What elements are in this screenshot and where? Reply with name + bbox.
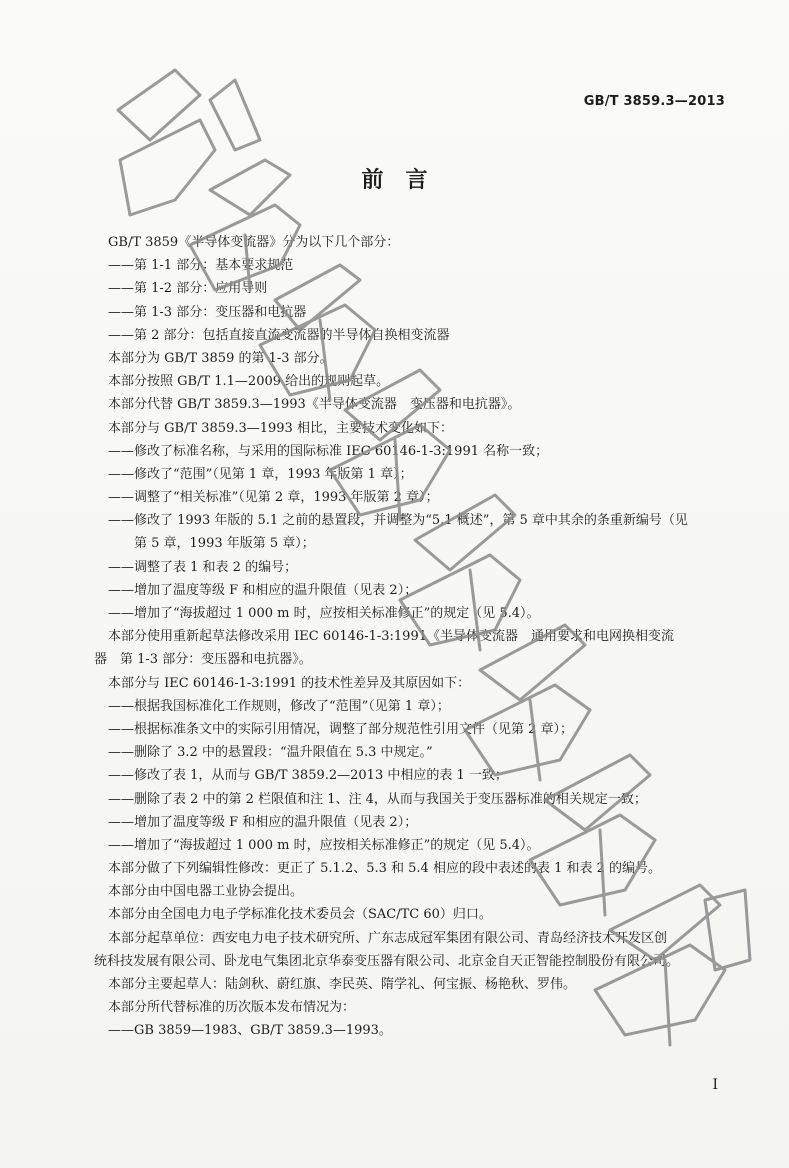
foreword-body [94,231,722,1043]
paragraph-line: 本部分由中国电器工业协会提出。 [108,884,304,900]
paragraph-line: ——根据标准条文中的实际引用情况，调整了部分规范性引用文件（见第 2 章）； [108,721,574,737]
paragraph-line: 统科技发展有限公司、卧龙电气集团北京华泰变压器有限公司、北京金自天正智能控制股份有限公司。 [94,953,680,969]
paragraph-line: ——第 1-3 部分：变压器和电抗器 [108,304,307,320]
standard-number: GB/T 3859.3—2013 [583,94,725,109]
paragraph-line: ——第 1-2 部分：应用导则 [108,281,268,297]
paragraph-line: 本部分做了下列编辑性修改：更正了 5.1.2、5.3 和 5.4 相应的段中表述的表 1 和表 2 的编号。 [108,861,662,877]
paragraph-line: ——删除了表 2 中的第 2 栏限值和注 1、注 4，从而与我国关于变压器标准的相关规定一致； [108,791,647,807]
paragraph-line: 第 5 章，1993 年版第 5 章）； [108,536,315,552]
paragraph-line: 本部分为 GB/T 3859 的第 1-3 部分。 [108,350,333,366]
paragraph-line: ——删除了 3.2 中的悬置段：“温升限值在 5.3 中规定。” [108,745,433,761]
paragraph-line: ——修改了表 1，从而与 GB/T 3859.2—2013 中相应的表 1 一致； [108,768,508,784]
paragraph-line: ——调整了表 1 和表 2 的编号； [108,559,298,575]
paragraph-line: 本部分与 GB/T 3859.3—1993 相比，主要技术变化如下： [108,420,453,436]
paragraph-line: 本部分所代替标准的历次版本发布情况为： [108,1000,356,1016]
paragraph-line: ——修改了标准名称，与采用的国际标准 IEC 60146-1-3:1991 名称一致； [108,443,549,459]
paragraph-line: 本部分使用重新起草法修改采用 IEC 60146-1-3:1991《半导体变流器 通用要求和电网换相变流 [108,629,674,645]
paragraph-line: 本部分主要起草人：陆剑秋、蔚红旗、李民英、隋学礼、何宝振、杨艳秋、罗伟。 [108,977,577,992]
paragraph-line: 器 第 1-3 部分：变压器和电抗器》。 [94,652,312,668]
paragraph-line: ——修改了 1993 年版的 5.1 之前的悬置段，并调整为“5.1 概述”，第 5 章中其余的条重新编号（见 [108,513,688,529]
paragraph-line: ——第 1-1 部分：基本要求规范 [108,258,294,274]
paragraph-line: 本部分与 IEC 60146-1-3:1991 的技术性差异及其原因如下： [108,675,471,691]
page-number: I [712,1077,718,1093]
paragraph-line: ——增加了“海拔超过 1 000 m 时，应按相关标准修正”的规定（见 5.4）。 [108,837,540,853]
paragraph-line: ——调整了“相关标准”（见第 2 章，1993 年版第 2 章）； [108,490,439,506]
paragraph-line: ——GB 3859—1983、GB/T 3859.3—1993。 [108,1023,392,1039]
paragraph-line: 本部分由全国电力电子学标准化技术委员会（SAC/TC 60）归口。 [108,907,492,923]
paragraph-line: ——根据我国标准化工作规则，修改了“范围”（见第 1 章）； [108,698,450,714]
paragraph-line: 本部分起草单位：西安电力电子技术研究所、广东志成冠军集团有限公司、青岛经济技术开发区创 [108,930,668,946]
paragraph-line: GB/T 3859《半导体变流器》分为以下几个部分： [108,235,400,250]
section-title: 前言 [361,168,450,193]
paragraph-line: ——增加了温度等级 F 和相应的温升限值（见表 2）； [108,582,418,598]
paragraph-line: ——增加了温度等级 F 和相应的温升限值（见表 2）； [108,814,418,830]
paragraph-line: ——增加了“海拔超过 1 000 m 时，应按相关标准修正”的规定（见 5.4）。 [108,606,540,621]
paragraph-line: ——修改了“范围”（见第 1 章，1993 年版第 1 章）； [108,466,413,482]
paragraph-line: 本部分按照 GB/T 1.1—2009 给出的规则起草。 [108,374,390,390]
paragraph-line: ——第 2 部分：包括直接直流变流器的半导体自换相变流器 [108,327,450,343]
paragraph-line: 本部分代替 GB/T 3859.3—1993《半导体变流器 变压器和电抗器》。 [108,397,521,413]
